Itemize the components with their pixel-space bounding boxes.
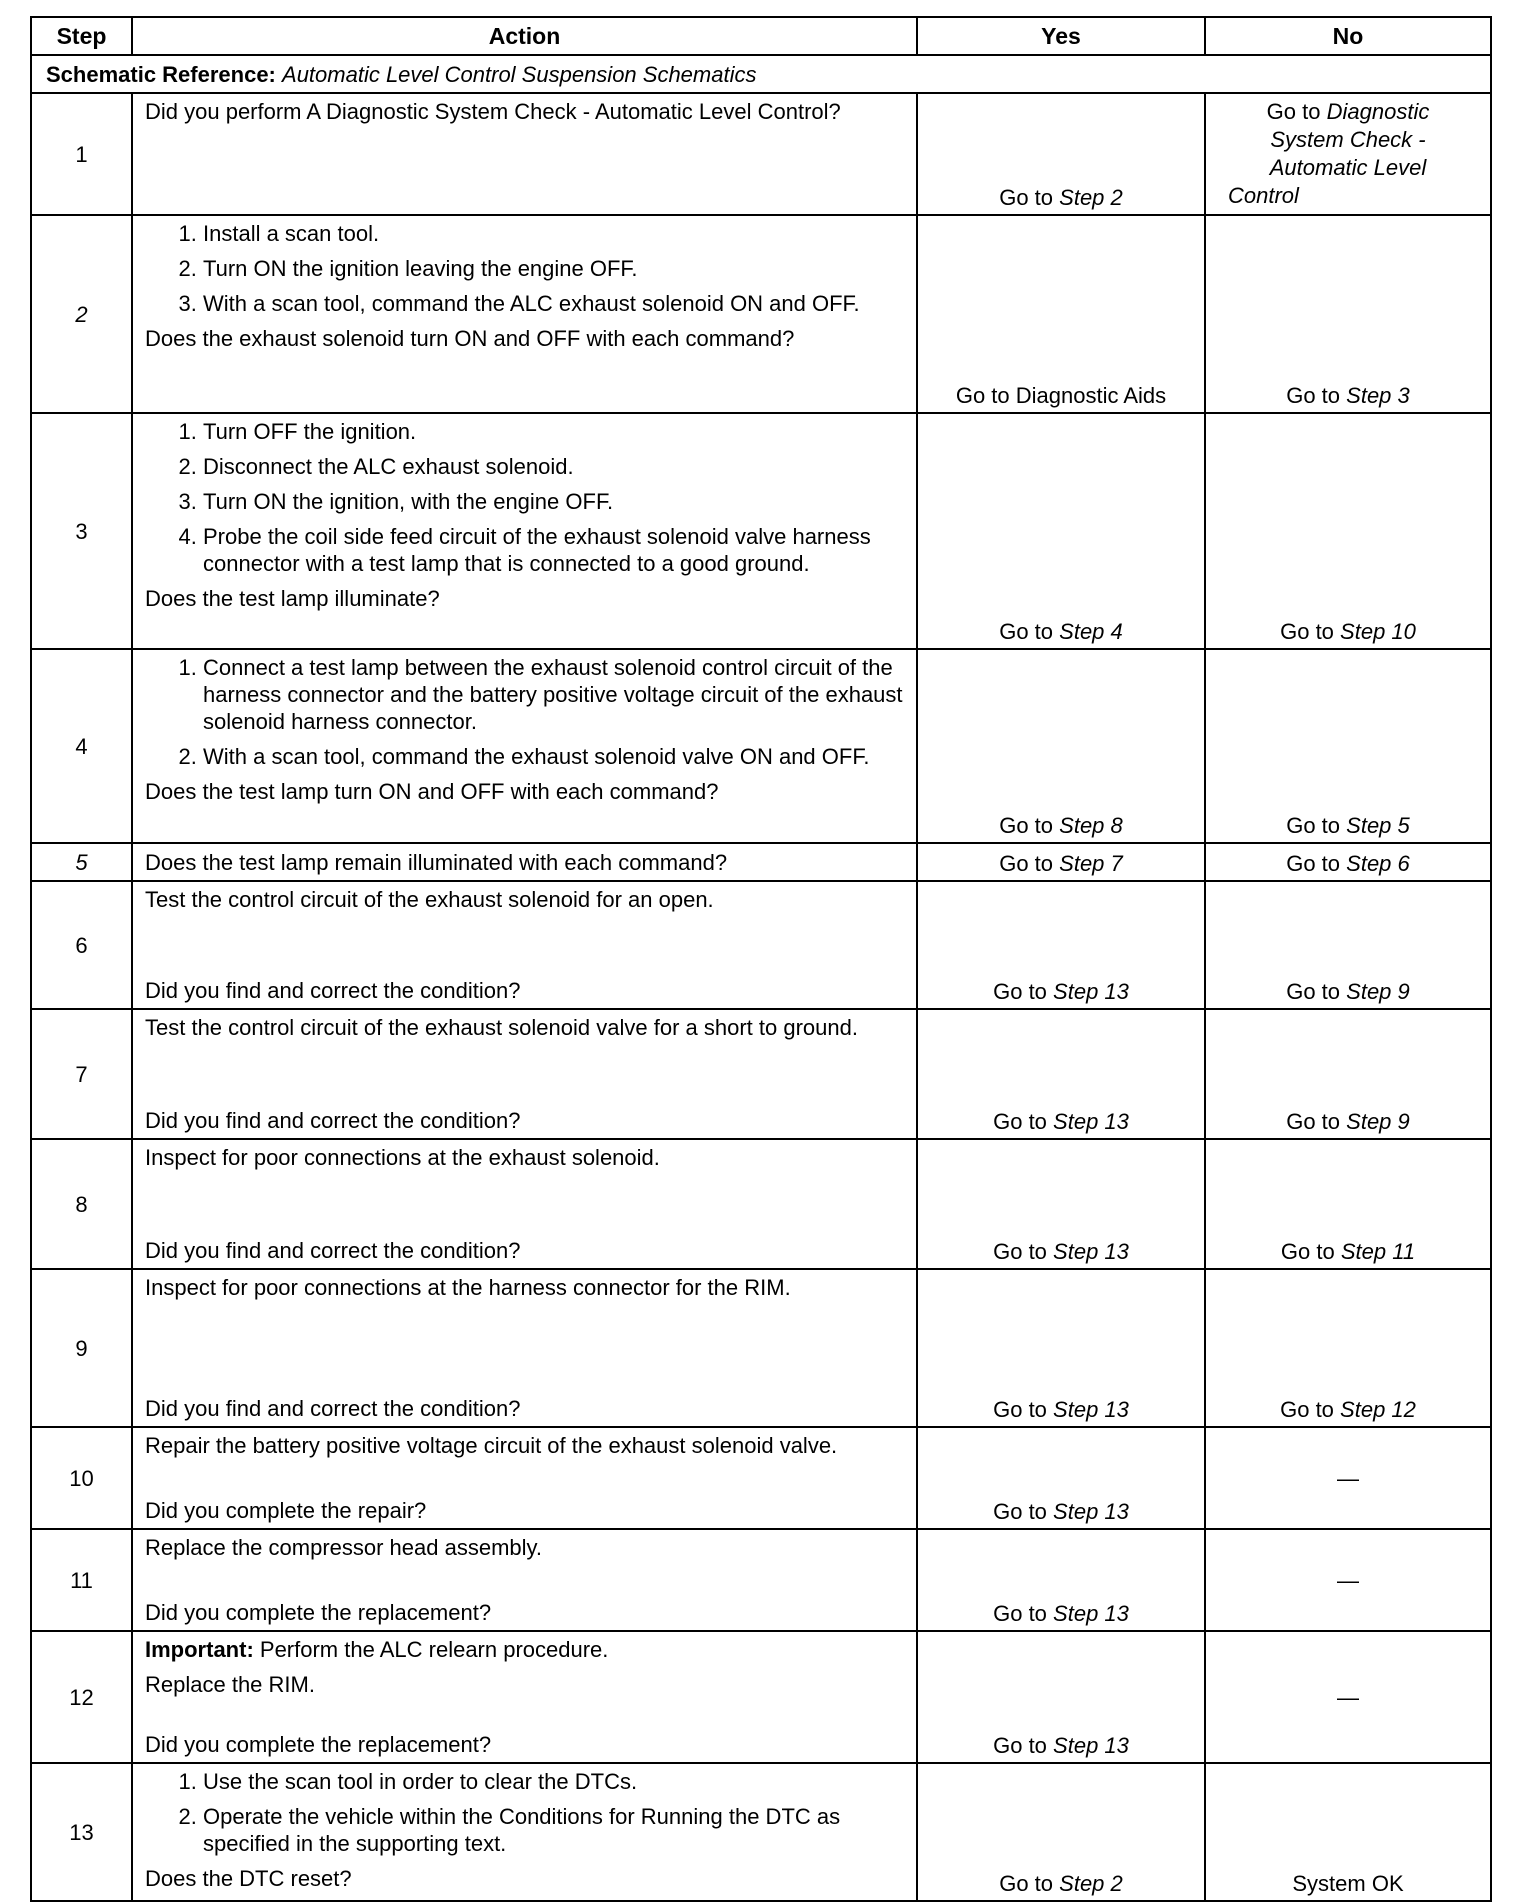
no-cell	[1205, 215, 1491, 413]
list-item: 2. Operate the vehicle within the Conditions for Running the DTC as specified in the supporting text.	[203, 1803, 904, 1857]
no-cell	[1205, 93, 1491, 215]
yes-prefix: Go to	[993, 1733, 1047, 1758]
action-cell	[132, 1427, 917, 1529]
yes-cell	[917, 1763, 1205, 1901]
action-cell	[132, 649, 917, 843]
yes-prefix: Go to	[999, 851, 1054, 876]
step-number: 10	[31, 1427, 132, 1529]
list-item: 2. With a scan tool, command the exhaust solenoid valve ON and OFF.	[203, 743, 904, 770]
yes-diagnostic-aids[interactable]: Go to Diagnostic Aids	[955, 383, 1167, 408]
action-steps-list	[145, 418, 904, 577]
table-row	[31, 1631, 1491, 1763]
step-number: 8	[31, 1139, 132, 1269]
yes-step-link[interactable]: Step 2	[1059, 1871, 1123, 1896]
no-prefix: Go to	[1280, 619, 1334, 644]
no-link-part-b[interactable]: System Check -	[1270, 127, 1426, 152]
yes-cell	[917, 1009, 1205, 1139]
table-row	[31, 1009, 1491, 1139]
no-cell-empty: —	[1205, 1631, 1491, 1763]
yes-prefix: Go to	[993, 1109, 1047, 1134]
yes-step-link[interactable]: Step 13	[1053, 1239, 1129, 1264]
action-instruction: Test the control circuit of the exhaust solenoid valve for a short to ground.	[145, 1015, 858, 1040]
action-instruction: Replace the compressor head assembly.	[145, 1535, 543, 1560]
yes-prefix: Go to	[999, 185, 1054, 210]
action-instruction: Replace the RIM.	[145, 1672, 315, 1697]
no-cell	[1205, 413, 1491, 649]
action-cell	[132, 1763, 917, 1901]
no-step-link[interactable]: Step 9	[1346, 979, 1410, 1004]
action-question: Did you complete the replacement?	[145, 1600, 492, 1625]
important-label: Important:	[145, 1637, 254, 1662]
yes-step-link[interactable]: Step 13	[1053, 1601, 1129, 1626]
table-row	[31, 215, 1491, 413]
no-link-part-a[interactable]: Diagnostic	[1326, 99, 1430, 124]
schematic-reference-row	[31, 55, 1491, 93]
no-cell	[1205, 843, 1491, 881]
action-cell	[132, 215, 917, 413]
list-item: 2. Disconnect the ALC exhaust solenoid.	[203, 453, 904, 480]
no-step-link[interactable]: Step 9	[1346, 1109, 1410, 1134]
table-row	[31, 843, 1491, 881]
yes-step-link[interactable]: Step 13	[1053, 1733, 1129, 1758]
list-item: 3. With a scan tool, command the ALC exhaust solenoid ON and OFF.	[203, 290, 904, 317]
action-steps-list	[145, 654, 904, 770]
action-cell	[132, 881, 917, 1009]
header-action: Action	[132, 17, 917, 55]
no-cell-empty: —	[1205, 1529, 1491, 1631]
header-yes: Yes	[917, 17, 1205, 55]
step-number: 12	[31, 1631, 132, 1763]
action-question: Did you find and correct the condition?	[145, 978, 521, 1003]
action-steps-list	[145, 1768, 904, 1857]
action-instruction: Test the control circuit of the exhaust solenoid for an open.	[145, 887, 714, 912]
action-cell	[132, 413, 917, 649]
yes-cell	[917, 843, 1205, 881]
action-instruction: Inspect for poor connections at the harness connector for the RIM.	[145, 1275, 791, 1300]
step-number: 9	[31, 1269, 132, 1427]
no-step-link[interactable]: Step 5	[1346, 813, 1410, 838]
list-item: 1. Install a scan tool.	[203, 220, 904, 247]
no-link-part-c[interactable]: Automatic Level	[1269, 155, 1427, 180]
no-cell	[1205, 1269, 1491, 1427]
yes-step-link[interactable]: Step 2	[1059, 185, 1123, 210]
no-cell	[1205, 1763, 1491, 1901]
step-number: 1	[31, 93, 132, 215]
list-item: 2. Turn ON the ignition leaving the engine OFF.	[203, 255, 904, 282]
no-step-link[interactable]: Step 6	[1346, 851, 1410, 876]
yes-cell	[917, 93, 1205, 215]
yes-cell	[917, 1269, 1205, 1427]
no-cell-empty: —	[1205, 1427, 1491, 1529]
yes-step-link[interactable]: Step 13	[1053, 979, 1129, 1004]
step-number: 4	[31, 649, 132, 843]
table-row	[31, 1427, 1491, 1529]
yes-cell	[917, 881, 1205, 1009]
no-link-part-d[interactable]: Control	[1228, 183, 1299, 208]
table-row	[31, 413, 1491, 649]
step-number: 13	[31, 1763, 132, 1901]
no-prefix: Go to	[1280, 1239, 1335, 1264]
action-instruction: Repair the battery positive voltage circuit of the exhaust solenoid valve.	[145, 1433, 838, 1458]
action-cell	[132, 1269, 917, 1427]
table-header-row	[31, 17, 1491, 55]
action-steps-list	[145, 220, 904, 317]
action-cell	[132, 1529, 917, 1631]
yes-prefix: Go to	[993, 1499, 1047, 1524]
no-step-link[interactable]: Step 12	[1340, 1397, 1416, 1422]
step-number: 11	[31, 1529, 132, 1631]
step-number: 7	[31, 1009, 132, 1139]
no-step-link[interactable]: Step 10	[1340, 619, 1416, 644]
step-number: 3	[31, 413, 132, 649]
action-cell	[132, 843, 917, 881]
header-no: No	[1205, 17, 1491, 55]
table-row	[31, 1763, 1491, 1901]
diagnostic-table-page	[30, 16, 1490, 1902]
action-question: Did you complete the replacement?	[145, 1732, 492, 1757]
header-step: Step	[31, 17, 132, 55]
yes-cell	[917, 1631, 1205, 1763]
yes-prefix: Go to	[999, 813, 1054, 838]
yes-cell	[917, 1427, 1205, 1529]
action-question: Does the DTC reset?	[145, 1866, 352, 1891]
list-item: 4. Probe the coil side feed circuit of the exhaust solenoid valve harness connector with a test lamp that is connected to a good ground.	[203, 523, 904, 577]
table-row	[31, 1269, 1491, 1427]
yes-prefix: Go to	[999, 1871, 1054, 1896]
table-row	[31, 649, 1491, 843]
step-number: 5	[31, 843, 132, 881]
yes-step-link[interactable]: Step 13	[1053, 1109, 1129, 1134]
no-step-link[interactable]: Step 11	[1340, 1239, 1416, 1264]
action-cell	[132, 1009, 917, 1139]
action-question: Did you find and correct the condition?	[145, 1396, 521, 1421]
action-question: Did you find and correct the condition?	[145, 1238, 521, 1263]
list-item: 3. Turn ON the ignition, with the engine OFF.	[203, 488, 904, 515]
table-row	[31, 1139, 1491, 1269]
no-cell	[1205, 1009, 1491, 1139]
yes-cell	[917, 215, 1205, 413]
table-row	[31, 93, 1491, 215]
action-instruction: Inspect for poor connections at the exhaust solenoid.	[145, 1145, 660, 1170]
schematic-reference-link[interactable]: Automatic Level Control Suspension Schematics	[282, 61, 757, 87]
no-prefix: Go to	[1286, 979, 1341, 1004]
yes-cell	[917, 413, 1205, 649]
yes-step-link[interactable]: Step 13	[1053, 1499, 1129, 1524]
action-question: Did you find and correct the condition?	[145, 1108, 521, 1133]
step-number: 6	[31, 881, 132, 1009]
no-prefix: Go to	[1286, 1109, 1341, 1134]
no-prefix: Go to	[1280, 1397, 1334, 1422]
action-question: Does the test lamp remain illuminated with each command?	[145, 849, 728, 875]
yes-prefix: Go to	[993, 979, 1047, 1004]
diagnostic-table	[30, 16, 1492, 1902]
action-question: Did you complete the repair?	[145, 1498, 427, 1523]
no-prefix: Go to	[1266, 99, 1321, 124]
yes-cell	[917, 649, 1205, 843]
list-item: 1. Use the scan tool in order to clear the DTCs.	[203, 1768, 904, 1795]
action-question: Did you perform A Diagnostic System Check - Automatic Level Control?	[145, 99, 841, 124]
action-cell	[132, 1139, 917, 1269]
yes-prefix: Go to	[993, 1397, 1047, 1422]
action-question: Does the exhaust solenoid turn ON and OFF with each command?	[145, 326, 795, 351]
important-text: Perform the ALC relearn procedure.	[259, 1637, 609, 1662]
yes-step-link[interactable]: Step 4	[1059, 619, 1123, 644]
list-item: 1. Turn OFF the ignition.	[203, 418, 904, 445]
action-question: Does the test lamp turn ON and OFF with each command?	[145, 779, 719, 804]
no-prefix: Go to	[1286, 813, 1341, 838]
table-row	[31, 881, 1491, 1009]
yes-prefix: Go to	[999, 619, 1054, 644]
action-cell	[132, 1631, 917, 1763]
yes-cell	[917, 1139, 1205, 1269]
no-prefix: Go to	[1286, 383, 1341, 408]
no-system-ok: System OK	[1292, 1871, 1404, 1896]
no-cell	[1205, 649, 1491, 843]
yes-cell	[917, 1529, 1205, 1631]
action-question: Does the test lamp illuminate?	[145, 586, 440, 611]
no-step-link[interactable]: Step 3	[1346, 383, 1410, 408]
table-row	[31, 1529, 1491, 1631]
yes-prefix: Go to	[993, 1601, 1047, 1626]
no-prefix: Go to	[1286, 851, 1341, 876]
step-number: 2	[31, 215, 132, 413]
no-cell	[1205, 881, 1491, 1009]
no-cell	[1205, 1139, 1491, 1269]
schematic-reference-label: Schematic Reference:	[46, 61, 276, 87]
action-cell	[132, 93, 917, 215]
yes-step-link[interactable]: Step 7	[1059, 851, 1123, 876]
yes-prefix: Go to	[993, 1239, 1047, 1264]
yes-step-link[interactable]: Step 8	[1059, 813, 1123, 838]
yes-step-link[interactable]: Step 13	[1053, 1397, 1129, 1422]
list-item: 1. Connect a test lamp between the exhaust solenoid control circuit of the harness connector and the battery positive voltage circuit of the exhaust solenoid harness connector.	[203, 654, 904, 735]
